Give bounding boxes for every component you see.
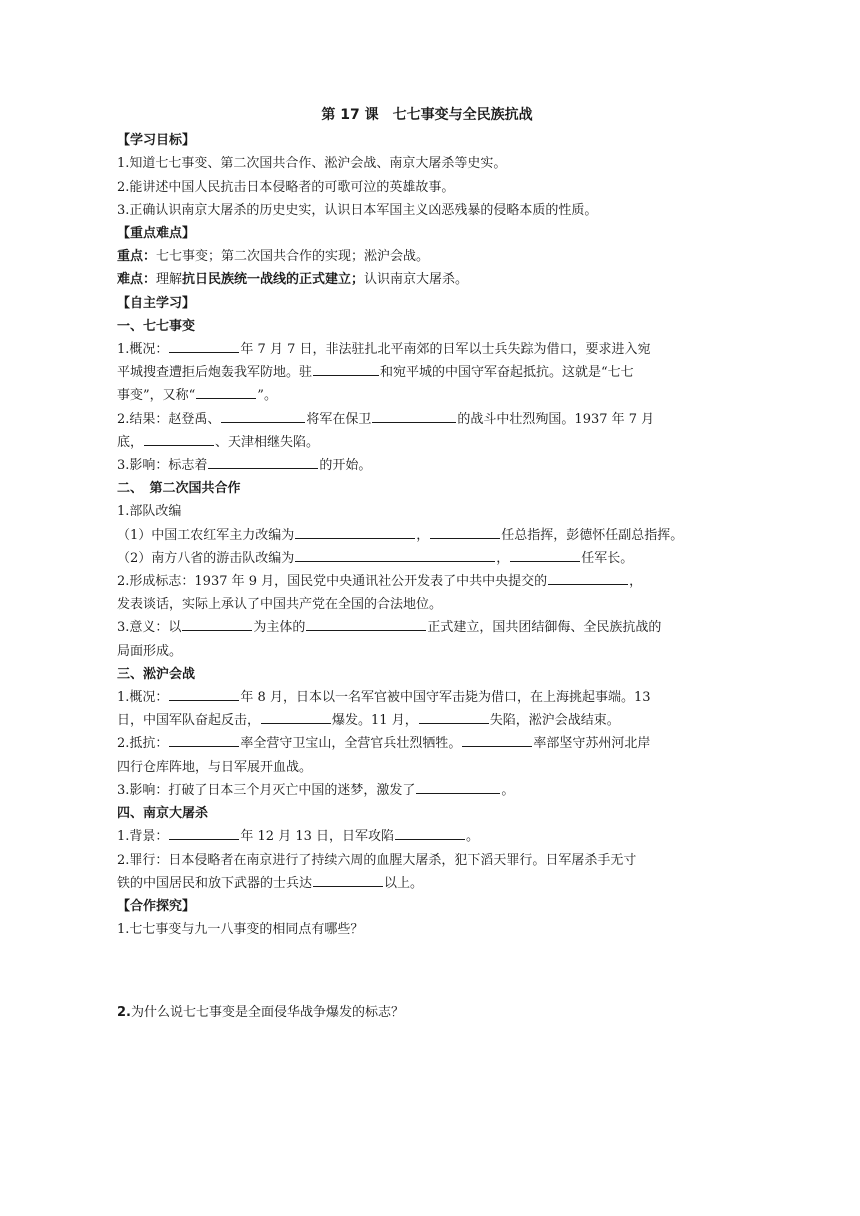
- text-span: 年 7 月 7 日，非法驻扎北平南郊的日军以士兵失踪为借口，要求进入宛: [240, 342, 651, 358]
- text-span: 爆发。11 月，: [332, 713, 418, 729]
- text-line: [117, 384, 737, 407]
- section-title: 四、南京大屠杀: [117, 806, 209, 822]
- fill-blank[interactable]: [169, 825, 239, 840]
- fill-blank[interactable]: [313, 361, 379, 376]
- text-span: ，: [416, 527, 430, 543]
- fill-blank[interactable]: [306, 616, 426, 631]
- fill-blank[interactable]: [169, 686, 239, 701]
- question-1: 1.七七事变与九一八事变的相同点有哪些？: [117, 922, 364, 938]
- fill-blank[interactable]: [169, 732, 239, 747]
- key-label: 重点：: [117, 249, 157, 265]
- text-line: [117, 547, 737, 570]
- fill-blank[interactable]: [510, 547, 580, 562]
- goals-header: 【学习目标】: [117, 133, 196, 149]
- fill-blank[interactable]: [313, 872, 383, 887]
- difficulty-label: 难点：: [117, 272, 157, 288]
- text-line: [117, 408, 737, 431]
- fill-blank[interactable]: [196, 384, 256, 399]
- text-line: [117, 616, 737, 639]
- text-line: [117, 709, 737, 732]
- fill-blank[interactable]: [295, 524, 415, 539]
- self-study-header: 【自主学习】: [117, 295, 196, 311]
- section-title: 二、 第二次国共合作: [117, 481, 241, 497]
- fill-blank[interactable]: [144, 431, 214, 446]
- key-text: 七七事变；第二次国共合作的实现；淞沪会战。: [156, 249, 430, 265]
- section-title: 三、淞沪会战: [117, 666, 196, 682]
- text-line: [117, 779, 737, 802]
- text-span: ，: [496, 550, 510, 566]
- answer-space[interactable]: [117, 941, 737, 1001]
- text-line: [117, 454, 737, 477]
- text-span: 年 12 月 13 日，日军攻陷: [240, 829, 395, 845]
- fill-blank[interactable]: [419, 709, 489, 724]
- text-span: 失陷，淞沪会战结束。: [489, 713, 620, 729]
- text-span: 。: [466, 829, 480, 845]
- goal-item: 2.能讲述中国人民抗击日本侵略者的可歌可泣的英雄故事。: [117, 179, 455, 195]
- text-line: [117, 686, 737, 709]
- fill-blank[interactable]: [430, 524, 500, 539]
- question-2: [117, 1001, 737, 1024]
- fill-blank[interactable]: [416, 779, 500, 794]
- fill-blank[interactable]: [182, 616, 252, 631]
- goal-item: 1.知道七七事变、第二次国共合作、淞沪会战、南京大屠杀等史实。: [117, 156, 507, 172]
- difficulty-text-bold: 抗日民族统一战线的正式建立；: [182, 272, 365, 288]
- text-span: 1.概况：: [117, 342, 169, 358]
- text-line: [117, 570, 737, 593]
- text-span: 3.影响：打破了日本三个月灭亡中国的迷梦，激发了: [117, 782, 416, 798]
- text-span: 3.影响：标志着: [117, 458, 208, 474]
- text-span: 率部坚守苏州河北岸: [533, 736, 651, 752]
- text-span: 的开始。: [319, 458, 372, 474]
- text-span: 任军长。: [581, 550, 634, 566]
- text-line: [117, 338, 737, 361]
- text-span: 、天津相继失陷。: [215, 434, 320, 450]
- text-line: 发表谈话，实际上承认了中国共产党在全国的合法地位。: [117, 597, 443, 613]
- text-span: 正式建立，国共团结御侮、全民族抗战的: [427, 620, 662, 636]
- text-span: 平城搜查遭拒后炮轰我军防地。驻: [117, 365, 313, 381]
- text-line: [117, 732, 737, 755]
- text-line: 2.罪行：日本侵略者在南京进行了持续六周的血腥大屠杀，犯下滔天罪行。日军屠杀手无寸: [117, 852, 637, 868]
- keypoints-header: 【重点难点】: [117, 226, 196, 242]
- text-line: [117, 361, 737, 384]
- difficulty-text: 认识南京大屠杀。: [364, 272, 469, 288]
- fill-blank[interactable]: [169, 338, 239, 353]
- text-line: 1.部队改编: [117, 504, 182, 520]
- text-span: 1.概况：: [117, 690, 169, 706]
- worksheet-page: [117, 104, 737, 1025]
- text-line: [117, 872, 737, 895]
- text-span: 的战斗中壮烈殉国。1937 年 7 月: [457, 411, 655, 427]
- text-span: （2）南方八省的游击队改编为: [117, 550, 295, 566]
- difficulty-text: 理解: [156, 272, 183, 288]
- text-span: 以上。: [384, 875, 424, 891]
- page-title: 第 17 课 七七事变与全民族抗战: [321, 107, 533, 123]
- text-span: （1）中国工农红军主力改编为: [117, 527, 295, 543]
- text-span: 2.结果：赵登禹、: [117, 411, 221, 427]
- text-span: 3.意义：以: [117, 620, 182, 636]
- fill-blank[interactable]: [295, 547, 495, 562]
- text-span: 为主体的: [253, 620, 306, 636]
- text-line: 四行仓库阵地，与日军展开血战。: [117, 759, 313, 775]
- text-span: 1.背景：: [117, 829, 169, 845]
- text-line: [117, 524, 737, 547]
- fill-blank[interactable]: [548, 570, 628, 585]
- goal-item: 3.正确认识南京大屠杀的历史史实，认识日本军国主义凶恶残暴的侵略本质的性质。: [117, 202, 598, 218]
- text-span: 将军在保卫: [306, 411, 372, 427]
- section-title: 一、七七事变: [117, 318, 196, 334]
- key-point-line: [117, 245, 737, 268]
- fill-blank[interactable]: [372, 408, 456, 423]
- text-span: ，: [629, 574, 643, 590]
- text-span: 。: [501, 782, 515, 798]
- fill-blank[interactable]: [395, 825, 465, 840]
- question-number: 2.: [117, 1005, 131, 1021]
- text-span: 2.抵抗：: [117, 736, 169, 752]
- text-line: [117, 431, 737, 454]
- text-span: 铁的中国居民和放下武器的士兵达: [117, 875, 313, 891]
- difficulty-line: [117, 268, 737, 291]
- question-text: 为什么说七七事变是全面侵华战争爆发的标志？: [130, 1005, 404, 1021]
- text-span: ”。: [257, 388, 277, 404]
- text-span: 日，中国军队奋起反击，: [117, 713, 261, 729]
- text-span: 底，: [117, 434, 144, 450]
- text-span: 任总指挥，彭德怀任副总指挥。: [501, 527, 684, 543]
- text-line: [117, 825, 737, 848]
- text-line: 局面形成。: [117, 643, 183, 659]
- text-span: 年 8 月，日本以一名军官被中国守军击毙为借口，在上海挑起事端。13: [240, 690, 651, 706]
- fill-blank[interactable]: [261, 709, 331, 724]
- fill-blank[interactable]: [208, 454, 318, 469]
- text-span: 和宛平城的中国守军奋起抵抗。这就是“七七: [380, 365, 634, 381]
- cooperation-header: 【合作探究】: [117, 898, 196, 914]
- fill-blank[interactable]: [221, 408, 305, 423]
- text-span: 2.形成标志：1937 年 9 月，国民党中央通讯社公开发表了中共中央提交的: [117, 574, 548, 590]
- text-span: 率全营守卫宝山，全营官兵壮烈牺牲。: [240, 736, 462, 752]
- text-span: 事变”，又称“: [117, 388, 196, 404]
- fill-blank[interactable]: [462, 732, 532, 747]
